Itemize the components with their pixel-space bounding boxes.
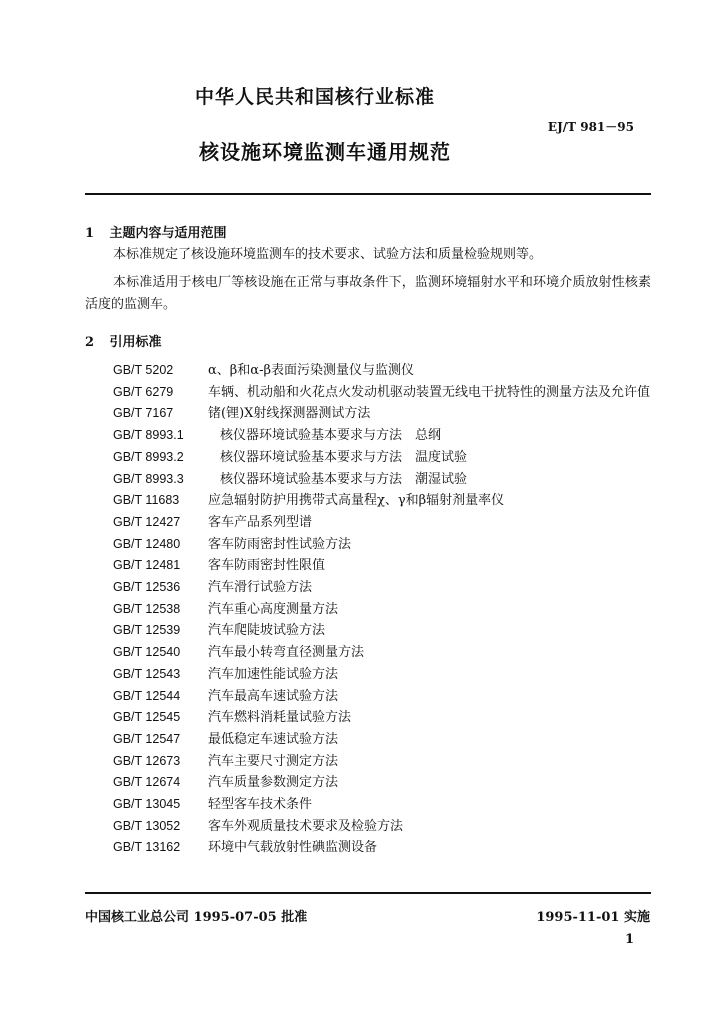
reference-title: α、β和α-β表面污染测量仪与监测仪: [208, 363, 414, 378]
section-1-paragraph-2: 本标准适用于核电厂等核设施在正常与事故条件下，监测环境辐射水平和环境介质放射性核素活度的监测车。: [85, 275, 651, 312]
reference-item: [113, 360, 653, 382]
reference-code: GB/T 12544: [113, 688, 181, 703]
reference-code: GB/T 6279: [113, 384, 174, 399]
reference-code: GB/T 12543: [113, 666, 181, 681]
reference-title: 汽车加速性能试验方法: [208, 666, 339, 682]
reference-title: 核仪器环境试验基本要求与方法 潮湿试验: [220, 471, 468, 487]
reference-title: 核仪器环境试验基本要求与方法 总纲: [220, 428, 442, 444]
reference-title: 最低稳定车速试验方法: [208, 731, 339, 747]
reference-code: GB/T 11683: [113, 493, 180, 508]
reference-item: [113, 599, 653, 621]
reference-title: 汽车爬陡坡试验方法: [208, 623, 326, 639]
org-title: 中华人民共和国核行业标准: [194, 86, 435, 108]
reference-title: 汽车重心高度测量方法: [208, 601, 339, 617]
section-1-title: 主题内容与适用范围: [109, 226, 227, 241]
reference-item: [113, 686, 653, 708]
reference-item: [113, 664, 653, 686]
reference-code: GB/T 12427: [113, 514, 181, 529]
reference-item: [113, 425, 653, 447]
reference-item: [113, 469, 653, 491]
section-2-title: 引用标准: [109, 335, 162, 350]
reference-code: GB/T 7167: [113, 406, 174, 421]
standard-code: EJ/T 981－95: [547, 120, 634, 134]
reference-code: GB/T 8993.3: [113, 471, 184, 486]
reference-item: [113, 794, 653, 816]
reference-title: 应急辐射防护用携带式高量程χ、γ和β辐射剂量率仪: [208, 493, 505, 509]
reference-item: [113, 642, 653, 664]
reference-code: GB/T 12536: [113, 580, 181, 595]
reference-code: GB/T 5202: [113, 363, 174, 377]
section-2-heading: [85, 331, 162, 350]
reference-title: 锗(锂)X射线探测器测试方法: [208, 406, 371, 422]
reference-title: 汽车燃料消耗量试验方法: [208, 710, 352, 726]
reference-title: 汽车滑行试验方法: [208, 580, 313, 596]
section-1-number: 1: [85, 226, 95, 241]
reference-code: GB/T 12481: [113, 558, 181, 573]
reference-item: [113, 447, 653, 469]
section-1-heading: [85, 222, 227, 241]
reference-code: GB/T 12480: [113, 536, 181, 551]
section-1-paragraph-1: 本标准规定了核设施环境监测车的技术要求、试验方法和质量检验规则等。: [113, 247, 543, 262]
reference-item: [113, 577, 653, 599]
reference-code: GB/T 12674: [113, 775, 181, 790]
reference-title: 客车防雨密封性限值: [208, 558, 326, 574]
reference-code: GB/T 12545: [113, 710, 181, 725]
reference-item: [113, 772, 653, 794]
document-title: 核设施环境监测车通用规范: [199, 140, 451, 164]
reference-item: [113, 555, 653, 577]
reference-item: [113, 837, 653, 859]
reference-item: [113, 816, 653, 838]
reference-item: [113, 707, 653, 729]
reference-title: 汽车最高车速试验方法: [208, 688, 339, 704]
reference-code: GB/T 13162: [113, 840, 181, 855]
approval-info: 中国核工业总公司 1995-07-05 批准: [85, 910, 308, 925]
reference-item: [113, 534, 653, 556]
reference-item: [113, 512, 653, 534]
bottom-divider: [85, 892, 651, 894]
reference-title: 客车产品系列型谱: [208, 514, 313, 530]
reference-code: GB/T 13052: [113, 818, 181, 833]
reference-item: [113, 382, 653, 404]
reference-title: 客车外观质量技术要求及检验方法: [208, 818, 404, 834]
reference-title: 汽车质量参数测定方法: [208, 775, 339, 791]
effective-date: 1995-11-01 实施: [536, 910, 650, 925]
reference-title: 汽车最小转弯直径测量方法: [208, 645, 365, 661]
reference-code: GB/T 8993.1: [113, 428, 184, 443]
reference-list: [113, 360, 653, 859]
reference-code: GB/T 12540: [113, 645, 181, 660]
reference-title: 车辆、机动船和火花点火发动机驱动装置无线电干扰特性的测量方法及允许值: [208, 384, 651, 400]
reference-code: GB/T 8993.2: [113, 449, 184, 464]
top-divider: [85, 193, 651, 195]
reference-title: 汽车主要尺寸测定方法: [208, 753, 339, 769]
reference-item: [113, 490, 653, 512]
reference-item: [113, 729, 653, 751]
reference-title: 核仪器环境试验基本要求与方法 温度试验: [220, 449, 468, 465]
reference-code: GB/T 12547: [113, 731, 181, 746]
reference-item: [113, 403, 653, 425]
reference-title: 环境中气载放射性碘监测设备: [208, 840, 378, 856]
page-number: 1: [624, 932, 634, 947]
reference-item: [113, 620, 653, 642]
reference-code: GB/T 12673: [113, 753, 181, 768]
section-2-number: 2: [85, 335, 95, 350]
reference-code: GB/T 12538: [113, 601, 181, 616]
reference-code: GB/T 13045: [113, 797, 181, 812]
reference-title: 轻型客车技术条件: [208, 797, 313, 813]
reference-item: [113, 751, 653, 773]
reference-code: GB/T 12539: [113, 623, 181, 638]
reference-title: 客车防雨密封性试验方法: [208, 536, 352, 552]
